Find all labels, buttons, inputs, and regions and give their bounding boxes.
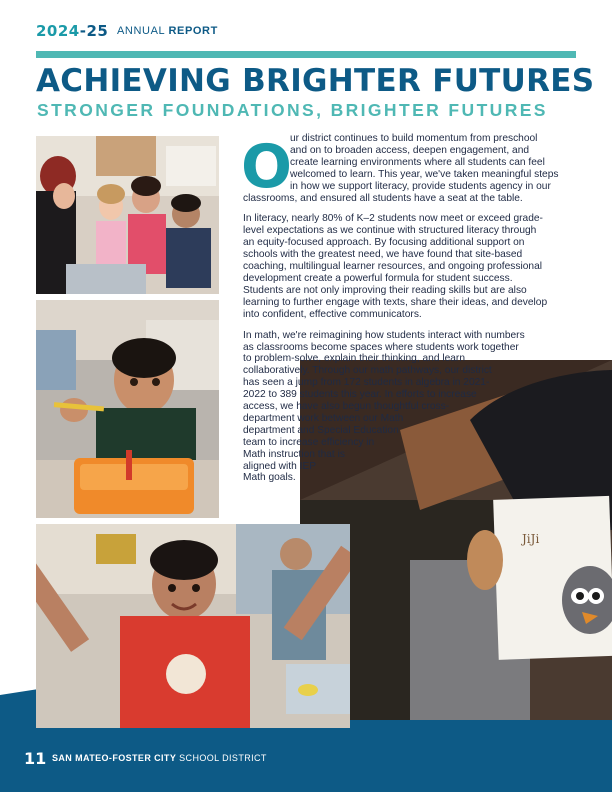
year-end: 25 <box>86 22 109 40</box>
text-line: classrooms, and ensured all students have a seat at the table. <box>243 192 523 204</box>
text-line: ur district continues to build momentum from preschool <box>290 133 538 144</box>
district-name <box>52 753 267 763</box>
text-line: into confident, effective communicators. <box>243 308 422 320</box>
text-line: coaching, multilingual learner resources, and ongoing professional <box>243 261 543 273</box>
text-line: department and Special Education <box>243 424 399 436</box>
photo-teacher-reading <box>36 136 219 294</box>
article-body <box>243 133 576 493</box>
text-line: In math, we're reimagining how students interact with numbers <box>243 329 525 341</box>
photo-boy-with-pencil <box>36 300 219 518</box>
photo-boy-arms-raised <box>36 524 350 728</box>
text-line: in how we support literacy, provide students agency in our <box>290 180 551 192</box>
page-subtitle: STRONGER FOUNDATIONS, BRIGHTER FUTURES <box>37 100 548 120</box>
text-line: welcomed to learn. This year, we've taken meaningful steps <box>290 168 559 180</box>
text-line: aligned with IEP <box>243 460 317 472</box>
text-line: Students are not only improving their reading skills but are also <box>243 284 527 296</box>
report-label: REPORT <box>168 25 218 37</box>
text-line: Math instruction that is <box>243 448 345 460</box>
page-number: 11 <box>24 749 47 768</box>
text-line: as classrooms become spaces where students work together <box>243 341 519 353</box>
text-line: collaboratively. Through our math pathways, our district <box>243 365 492 377</box>
text-line: team to increase efficiency in <box>243 436 375 448</box>
text-line: access, we have also begun thoughtful cross- <box>243 401 450 413</box>
text-line: development create a powerful formula for student success. <box>243 272 513 284</box>
text-line: level expectations as we continue with structured literacy through <box>243 225 537 237</box>
text-line: create learning environments where all students can feel <box>290 156 545 168</box>
drop-cap: O <box>241 132 293 202</box>
text-line: and on to broaden access, deepen engagement, and <box>290 144 530 156</box>
text-line: learning to further engage with texts, share their ideas, and develop <box>243 296 548 308</box>
annual-label: ANNUAL <box>117 25 165 37</box>
year-start: 2024 <box>36 22 80 40</box>
text-line: Math goals. <box>243 472 296 484</box>
page-title: ACHIEVING BRIGHTER FUTURES <box>36 63 595 99</box>
text-line: schools with the greatest need, we have found that site-based <box>243 249 523 261</box>
paragraph-literacy <box>243 213 576 320</box>
district-name-light: SCHOOL DISTRICT <box>179 753 267 763</box>
annual-report-label <box>117 25 218 37</box>
text-line: to problem-solve, explain their thinking, and learn <box>243 353 465 365</box>
text-line: has seen a jump from 172 students in algebra in 2021- <box>243 377 490 389</box>
text-line: department work between our Math <box>243 412 404 424</box>
text-line: In literacy, nearly 80% of K–2 students now meet or exceed grade- <box>243 213 543 225</box>
text-line: 2022 to 389 students this year. In efforts to increase <box>243 389 477 401</box>
district-name-bold: SAN MATEO-FOSTER CITY <box>52 753 177 763</box>
year-separator: - <box>79 22 87 40</box>
paragraph-intro-end <box>243 193 576 205</box>
header-rule <box>36 51 576 58</box>
report-year <box>36 22 108 40</box>
drawing-name-text: JiJi <box>522 532 540 546</box>
paragraph-math <box>243 330 576 485</box>
text-line: an equity-focused approach. By focusing additional support on <box>243 237 525 249</box>
